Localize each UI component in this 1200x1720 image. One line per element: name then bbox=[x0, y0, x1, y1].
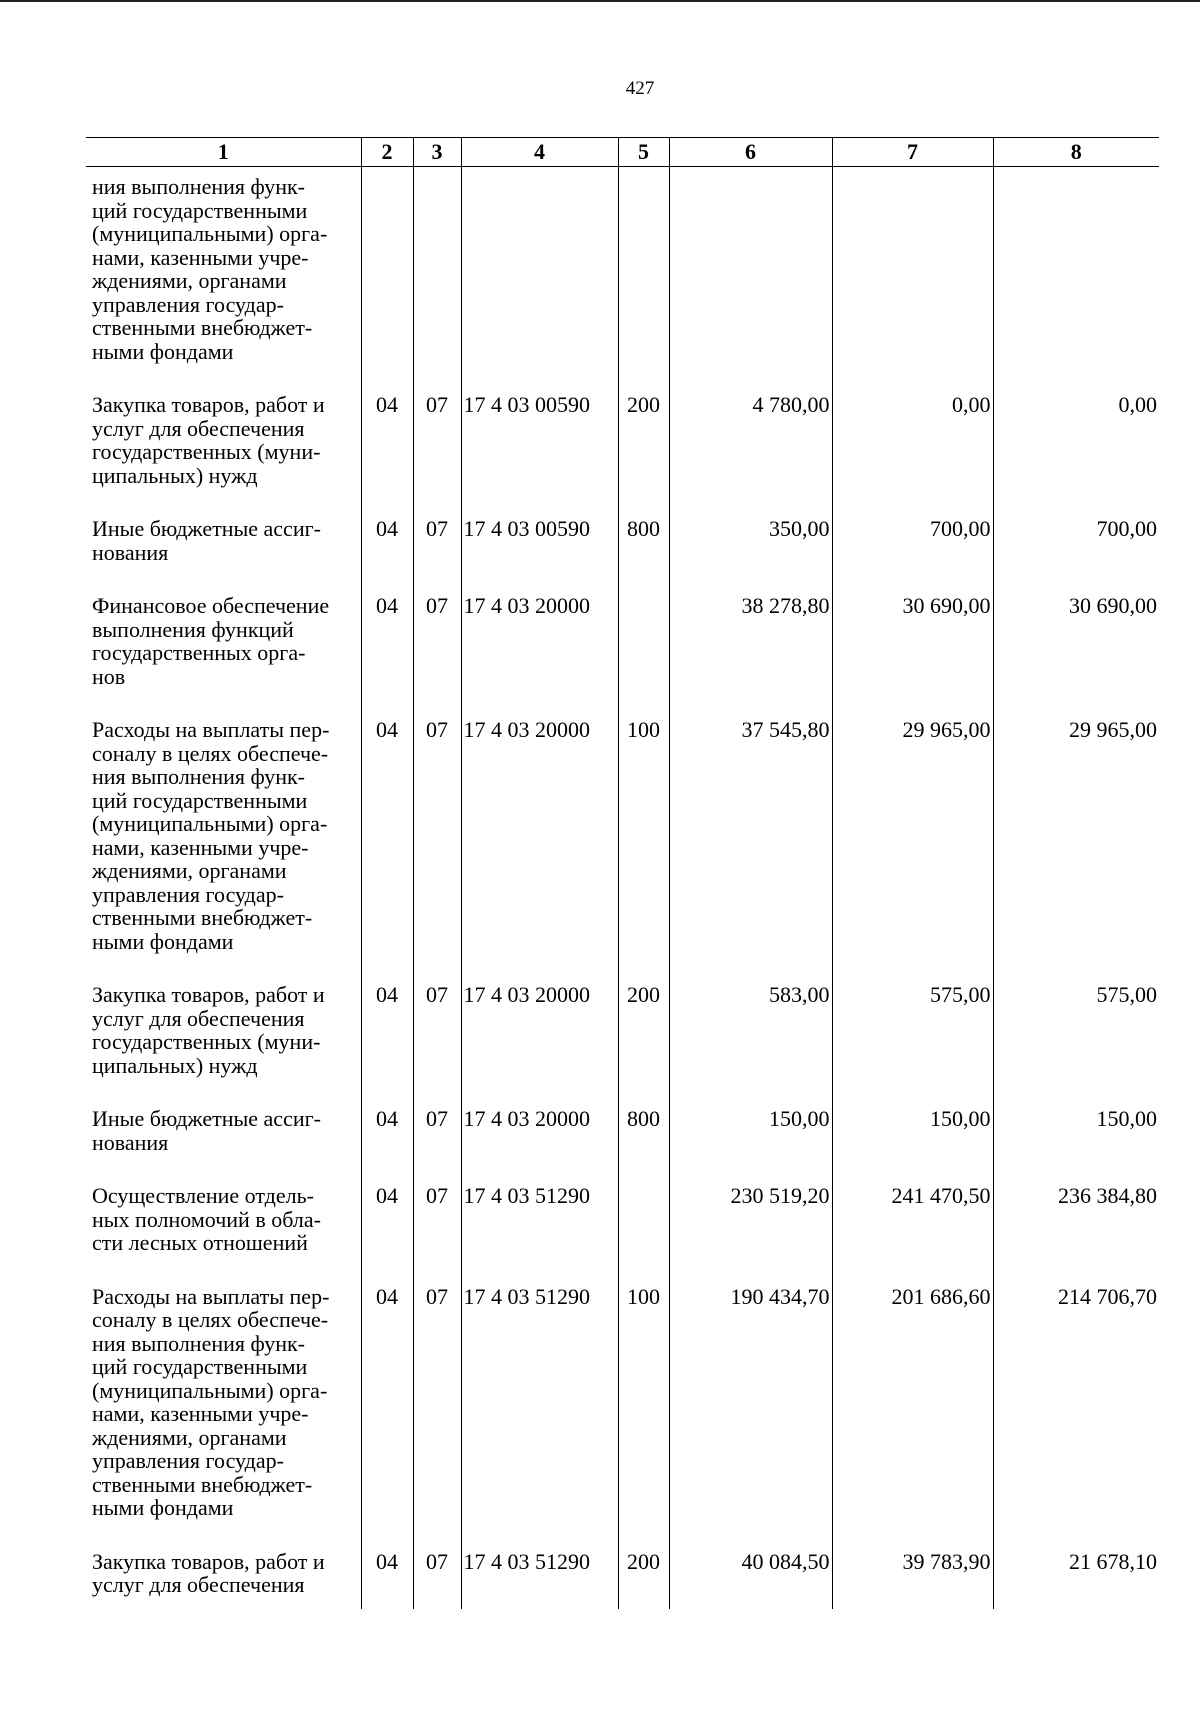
cell-amount-8: 29 965,00 bbox=[993, 712, 1159, 977]
row-description: Закупка товаров, работ и услуг для обеспечения bbox=[92, 1548, 325, 1597]
cell-section: 04 bbox=[361, 712, 413, 977]
column-header-4: 4 bbox=[461, 138, 618, 167]
row-description: Иные бюджетные ассиг- нования bbox=[92, 1106, 321, 1155]
cell-subsection: 07 bbox=[413, 511, 461, 588]
cell-target-article: 17 4 03 51290 bbox=[461, 1544, 618, 1609]
table-row bbox=[86, 712, 1159, 977]
cell-target-article: 17 4 03 20000 bbox=[461, 588, 618, 712]
table-row bbox=[86, 588, 1159, 712]
cell-amount-6: 583,00 bbox=[669, 977, 832, 1101]
cell-section: 04 bbox=[361, 511, 413, 588]
table-header bbox=[86, 138, 1159, 167]
cell-section bbox=[361, 167, 413, 388]
cell-amount-8: 21 678,10 bbox=[993, 1544, 1159, 1609]
cell-target-article: 17 4 03 20000 bbox=[461, 977, 618, 1101]
cell-amount-6: 4 780,00 bbox=[669, 387, 832, 511]
row-description: Иные бюджетные ассиг- нования bbox=[92, 516, 321, 565]
column-header-8: 8 bbox=[993, 138, 1159, 167]
cell-section: 04 bbox=[361, 1279, 413, 1544]
cell-amount-7: 29 965,00 bbox=[832, 712, 993, 977]
budget-table bbox=[86, 137, 1159, 1609]
column-header-7: 7 bbox=[832, 138, 993, 167]
cell-expense-type: 100 bbox=[618, 1279, 669, 1544]
cell-amount-7: 241 470,50 bbox=[832, 1178, 993, 1279]
cell-subsection: 07 bbox=[413, 1279, 461, 1544]
cell-subsection: 07 bbox=[413, 588, 461, 712]
cell-amount-6: 350,00 bbox=[669, 511, 832, 588]
cell-amount-8: 30 690,00 bbox=[993, 588, 1159, 712]
cell-subsection bbox=[413, 167, 461, 388]
cell-amount-7: 30 690,00 bbox=[832, 588, 993, 712]
cell-amount-8: 0,00 bbox=[993, 387, 1159, 511]
cell-amount-6: 40 084,50 bbox=[669, 1544, 832, 1609]
table-row bbox=[86, 167, 1159, 388]
row-description: Расходы на выплаты пер- соналу в целях обеспече- ния выполнения функ- ций государственными (муниципальными) орга- нами, казенными учре- ждениями, органами управления государ- ственными внебюджет- ными фондами bbox=[92, 1283, 330, 1520]
cell-subsection: 07 bbox=[413, 977, 461, 1101]
cell-section: 04 bbox=[361, 1544, 413, 1609]
cell-amount-7: 700,00 bbox=[832, 511, 993, 588]
cell-subsection: 07 bbox=[413, 387, 461, 511]
cell-amount-8: 700,00 bbox=[993, 511, 1159, 588]
column-header-3: 3 bbox=[413, 138, 461, 167]
cell-expense-type: 100 bbox=[618, 712, 669, 977]
row-description: ния выполнения функ- ций государственными (муниципальными) орга- нами, казенными учре- ждениями, органами управления государ- ственными внебюджет- ными фондами bbox=[92, 174, 328, 364]
cell-amount-6: 190 434,70 bbox=[669, 1279, 832, 1544]
cell-expense-type bbox=[618, 1178, 669, 1279]
cell-target-article: 17 4 03 51290 bbox=[461, 1178, 618, 1279]
column-header-6: 6 bbox=[669, 138, 832, 167]
cell-amount-8 bbox=[993, 167, 1159, 388]
row-description: Закупка товаров, работ и услуг для обеспечения государственных (муни- ципальных) нужд bbox=[92, 982, 325, 1078]
column-header-2: 2 bbox=[361, 138, 413, 167]
row-description: Расходы на выплаты пер- соналу в целях обеспече- ния выполнения функ- ций государственными (муниципальными) орга- нами, казенными учре- ждениями, органами управления государ- ственными внебюджет- ными фондами bbox=[92, 717, 330, 954]
cell-amount-7: 39 783,90 bbox=[832, 1544, 993, 1609]
table-body bbox=[86, 167, 1159, 1609]
cell-amount-8: 214 706,70 bbox=[993, 1279, 1159, 1544]
cell-section: 04 bbox=[361, 1178, 413, 1279]
cell-amount-6 bbox=[669, 167, 832, 388]
column-header-1: 1 bbox=[86, 138, 361, 167]
cell-amount-6: 37 545,80 bbox=[669, 712, 832, 977]
cell-target-article: 17 4 03 00590 bbox=[461, 387, 618, 511]
cell-target-article bbox=[461, 167, 618, 388]
cell-amount-6: 230 519,20 bbox=[669, 1178, 832, 1279]
table-row bbox=[86, 511, 1159, 588]
cell-subsection: 07 bbox=[413, 1101, 461, 1178]
cell-amount-7: 575,00 bbox=[832, 977, 993, 1101]
cell-amount-8: 575,00 bbox=[993, 977, 1159, 1101]
cell-amount-6: 38 278,80 bbox=[669, 588, 832, 712]
cell-target-article: 17 4 03 00590 bbox=[461, 511, 618, 588]
cell-section: 04 bbox=[361, 387, 413, 511]
cell-amount-8: 236 384,80 bbox=[993, 1178, 1159, 1279]
cell-target-article: 17 4 03 20000 bbox=[461, 1101, 618, 1178]
row-description: Закупка товаров, работ и услуг для обеспечения государственных (муни- ципальных) нужд bbox=[92, 392, 325, 488]
cell-amount-8: 150,00 bbox=[993, 1101, 1159, 1178]
table-row bbox=[86, 1279, 1159, 1544]
cell-section: 04 bbox=[361, 588, 413, 712]
table-row bbox=[86, 977, 1159, 1101]
row-description: Финансовое обеспечение выполнения функций государственных орга- нов bbox=[92, 593, 330, 689]
cell-amount-7: 0,00 bbox=[832, 387, 993, 511]
cell-subsection: 07 bbox=[413, 712, 461, 977]
cell-subsection: 07 bbox=[413, 1178, 461, 1279]
cell-target-article: 17 4 03 20000 bbox=[461, 712, 618, 977]
cell-amount-7 bbox=[832, 167, 993, 388]
cell-expense-type: 200 bbox=[618, 387, 669, 511]
table-row bbox=[86, 1101, 1159, 1178]
cell-target-article: 17 4 03 51290 bbox=[461, 1279, 618, 1544]
cell-expense-type bbox=[618, 588, 669, 712]
row-description: Осуществление отдель- ных полномочий в обла- сти лесных отношений bbox=[92, 1183, 321, 1255]
cell-section: 04 bbox=[361, 977, 413, 1101]
table-row bbox=[86, 1544, 1159, 1609]
cell-expense-type: 200 bbox=[618, 977, 669, 1101]
scan-top-rule bbox=[0, 0, 1200, 2]
header-row bbox=[86, 138, 1159, 167]
cell-amount-7: 201 686,60 bbox=[832, 1279, 993, 1544]
cell-section: 04 bbox=[361, 1101, 413, 1178]
cell-amount-6: 150,00 bbox=[669, 1101, 832, 1178]
cell-amount-7: 150,00 bbox=[832, 1101, 993, 1178]
table-row bbox=[86, 387, 1159, 511]
cell-expense-type bbox=[618, 167, 669, 388]
table-row bbox=[86, 1178, 1159, 1279]
cell-expense-type: 800 bbox=[618, 1101, 669, 1178]
cell-subsection: 07 bbox=[413, 1544, 461, 1609]
column-header-5: 5 bbox=[618, 138, 669, 167]
cell-expense-type: 800 bbox=[618, 511, 669, 588]
cell-expense-type: 200 bbox=[618, 1544, 669, 1609]
page-number: 427 bbox=[625, 78, 655, 99]
